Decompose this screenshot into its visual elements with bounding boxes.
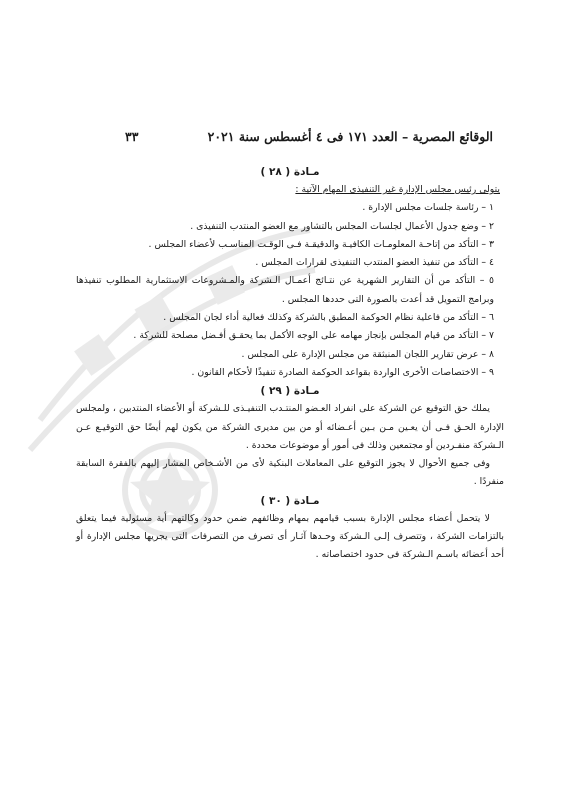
- article-29-paragraph: وفى جميع الأحوال لا يجوز التوقيع على المعاملات البنكية لأى من الأشـخاص المشار إليهم بالفقرة السابقة منفردًا .: [76, 458, 504, 488]
- article-30-title: مـادة ( ٣٠ ): [260, 494, 320, 507]
- list-item: ٥ – التأكد من أن التقارير الشهرية عن نتـائج أعمـال الـشركة والمـشروعات الاستثمارية المطلوب تنفيذها وبرامج التمويل قد أعدت بالصورة التى حددها المجلس .: [76, 275, 494, 305]
- list-item: ١ – رئاسة جلسات مجلس الإدارة .: [362, 202, 494, 214]
- list-item: ٦ – التأكد من فاعلية نظام الحوكمة المطبق بالشركة وكذلك فعالية أداء لجان المجلس .: [163, 312, 494, 324]
- list-item: ٣ – التأكد من إتاحـة المعلومـات الكافيـة والدقيقـة فـى الوقـت المناسـب لأعضاء المجلس .: [148, 238, 494, 250]
- page-header: [125, 126, 493, 146]
- list-item: ٢ – وضع جدول الأعمال لجلسات المجلس بالتشاور مع العضو المنتدب التنفيذى .: [190, 220, 494, 232]
- list-item: ٩ – الاختصاصات الأخرى الواردة بقواعد الحوكمة الصادرة تنفيذًا لأحكام القانون .: [191, 366, 494, 378]
- document-body: [76, 163, 504, 565]
- article-30-paragraph: لا يتحمل أعضاء مجلس الإدارة بسبب قيامهم بمهام وظائفهم ضمن حدود وكالتهم أية مسئولية فيما يتعلق بالتزامات الشركة ، وتتصرف إلـى الـشركة وحـدها آثـار أى تصرف من التصرفات التى يجريها مجلس الإدارة أو أحد أعضائه باسـم الـشركة فى حدود اختصاصاته .: [76, 512, 504, 561]
- page-number: ٣٣: [125, 128, 139, 144]
- article-29-title: مـادة ( ٢٩ ): [260, 385, 320, 398]
- list-item: ٨ – عرض تقارير اللجان المنبثقة من مجلس الإدارة على المجلس .: [241, 348, 494, 360]
- article-28-title: مـادة ( ٢٨ ): [260, 166, 320, 178]
- article-29-paragraph: يملك حق التوقيع عن الشركة على انفراد العـضو المنتـدب التنفيـذى للـشركة أو الأعضاء المنتدبين ، ولمجلس الإدارة الحـق فـى أن يعـين مـن بـين أعـضائه أو من بين مديرى الشركة من يكون لهم أيضًا حق التوقيـع عـن الـشركة منفـردين أو مجتمعين وذلك فى أمور أو موضوعات محددة .: [76, 403, 504, 451]
- list-item: ٧ – التأكد من قيام المجلس بإنجاز مهامه على الوجه الأكمل بما يحقـق أفـضل مصلحة للشركة .: [133, 330, 494, 342]
- list-item: ٤ – التأكد من تنفيذ العضو المنتدب التنفيذى لقرارات المجلس .: [255, 257, 494, 269]
- gazette-title: الوقائع المصرية – العدد ١٧١ فى ٤ أغسطس سنة ٢٠٢١: [207, 128, 493, 144]
- article-28-intro: يتولى رئيس مجلس الإدارة غير التنفيذى المهام الآتية :: [295, 184, 500, 195]
